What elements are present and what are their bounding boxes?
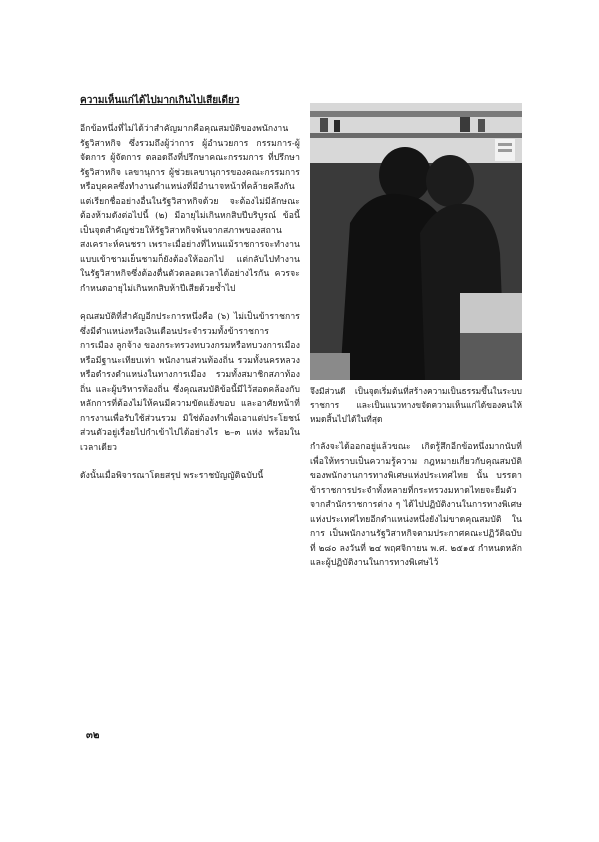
paragraph: ดังนั้นเมื่อพิจารณาโดยสรุป พระราชบัญญัติฉบับนี้ (80, 471, 264, 481)
paragraph: กำลังจะได้ออกอยู่แล้วขณะ เกิดรู้สึกอีกข้อหนึ่งมากนับที่เพื่อให้ทราบเป็นความรู้ความ กฎหมายเกี่ยวกับคุณสมบัติของพนักงานการทางพิเศษแห่งประเทศไทย นั้น บรรดาข้าราชการประจำทั้งหลายที่กระทรวงมหาดไทยจะยืมตัวจากสำนักราชการต่าง ๆ ได้ไปปฏิบัติงานในการทางพิเศษแห่งประเทศไทยอีกตำแหน่งหนึ่งยังไม่ขาดคุณสมบัติ ในการ เป็นพนักงานรัฐวิสาหกิจตามประกาศคณะปฏิวัติฉบับที่ ๒๘๐ ลงวันที่ ๒๔ พฤศจิกายน พ.ศ. ๒๕๑๕ กำหนดหลักและผู้ปฏิบัติงานในการทางพิเศษไว้ (310, 442, 522, 568)
section-heading: ความเห็นแก่ได้ไปมากเกินไปเสียเดียว (80, 95, 240, 106)
photo-caption: จึงมีส่วนดี เป็นจุดเริ่มต้นที่สร้างความเป็นธรรมขึ้นในระบบราชการ และเป็นแนวทางขจัดความเห็นแก่ได้ของคนให้หมดสิ้นไปได้ในที่สุด (310, 386, 522, 424)
paragraph: อีกข้อหนึ่งที่ไม่ได้ว่าสำคัญมากคือคุณสมบัติของพนักงานรัฐวิสาหกิจ ซึ่งรวมถึงผู้ว่าการ ผู้อำนวยการ กรรมการ-ผู้จัดการ ผู้จัดการ ตลอดถึงที่ปรึกษาคณะกรรมการ ที่ปรึกษารัฐวิสาหกิจ เลขานุการ ผู้ช่วยเลขานุการของคณะกรรมการ หรือบุคคลซึ่งทำงานตำแหน่งที่มีอำนาจหน้าที่คล้ายคลึงกัน แต่เรียกชื่ออย่างอื่นในรัฐวิสาหกิจด้วย จะต้องไม่มีลักษณะต้องห้ามดังต่อไปนี้ (๒) มีอายุไม่เกินหกสิบปีบริบูรณ์ ข้อนี้เป็นจุดสำคัญช่วยให้รัฐวิสาหกิจพ้นจากสภาพของสถานสงเคราะห์คนชรา เพราะเมื่อย่างที่ไหนแม้ราชการจะทำงานแบบเข้าชามเย็นชามก็ยังต้องให้ออกไป แต่กลับไปทำงานในรัฐวิสาหกิจซึ่งต้องตื่นตัวตลอดเวลาได้อย่างไรกัน ควรจะกำหนดอายุไม่เกินหกสิบห้าปีเสียด้วยซ้ำไป (80, 124, 300, 294)
paragraph: คุณสมบัติที่สำคัญอีกประการหนึ่งคือ (๖) ไม่เป็นข้าราชการ ซึ่งมีตำแหน่งหรือเงินเดือนประจำรวมทั้งข้าราชการการเมือง ลูกจ้าง ของกระทรวงทบวงกรมหรือทบวงการเมือง หรือมีฐานะเทียบเท่า พนักงานส่วนท้องถิ่น รวมทั้งนครหลวง หรือดำรงตำแหน่งในทางการเมือง รวมทั้งสมาชิกสภาท้องถิ่น และผู้บริหารท้องถิ่น ซึ่งคุณสมบัติข้อนี้มีไว้สอดคล้องกับหลักการที่ต้องไม่ให้คนมีความขัดแย้งขอบ และอาศัยหน้าที่การงานเพื่อรับใช้ส่วนรวม มิใช่ต้องทำเพื่อเอาแต่ประโยชน์ส่วนตัวอยู่เรื่อยไปกำเข้าไปได้อย่างไร ๒–๓ แห่ง พร้อมในเวลาเดียว (80, 312, 300, 453)
page-number: ๓๒ (86, 730, 100, 741)
right-column (310, 440, 522, 585)
photo-image (310, 103, 522, 380)
photo (310, 103, 522, 380)
left-column (80, 94, 300, 498)
